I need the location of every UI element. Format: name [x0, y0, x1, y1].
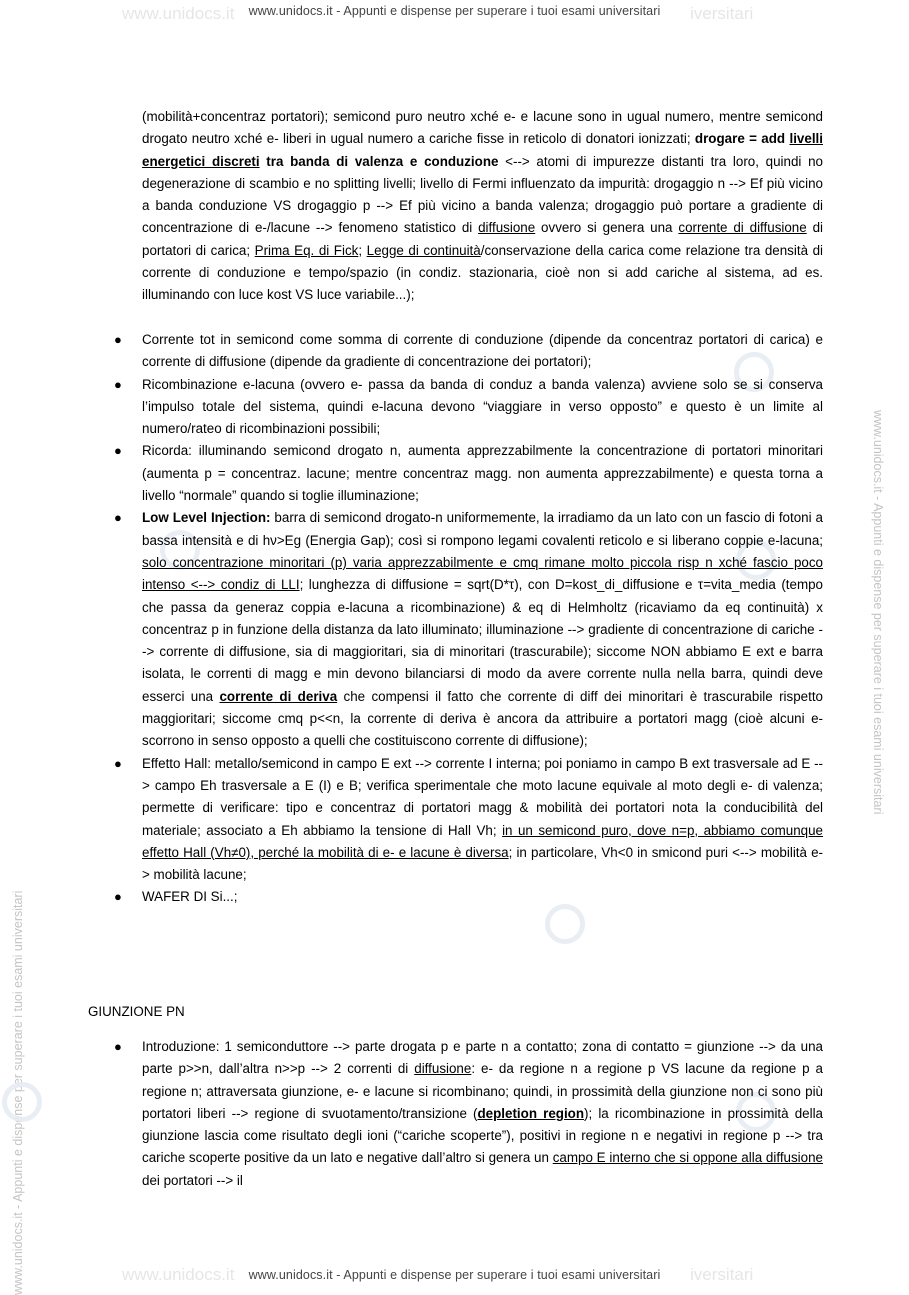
list-item-text: Corrente tot in semicond come somma di corrente di conduzione (dipende da concentraz portatori di carica) e corrente di diffusione (dipende da gradiente di concentrazione dei portatori); [142, 332, 823, 370]
text-run: ovvero si genera una [535, 220, 679, 236]
list-item [114, 886, 823, 908]
ghost-watermark-bottom-left: www.unidocs.it [122, 1265, 235, 1284]
header-watermark: www.unidocs.it - Appunti e dispense per superare i tuoi esami universitari [248, 4, 661, 18]
underlined-text: in un semicond puro, dove n=p, abbiamo comunque effetto Hall (Vh≠0), perché la mobilità di e- e lacune è diversa [142, 822, 823, 860]
section-heading: GIUNZIONE PN [88, 1004, 185, 1019]
text-run: dei portatori --> il [142, 1172, 243, 1188]
list-item [114, 374, 823, 441]
ghost-watermark-bottom-right: iversitari [690, 1265, 754, 1284]
text-run: (mobilità+concentraz portatori); semicond puro neutro xché e- e lacune sono in ugual numero, mentre semicond drogato neutro xché e- liberi in ugual numero a cariche fisse in reticolo di donatori ionizzati; [142, 109, 823, 147]
bullet-icon: ● [114, 755, 122, 771]
underlined-term: corrente di diffusione [678, 220, 807, 236]
ghost-watermark-top-right: iversitari [690, 4, 754, 23]
bullet-icon: ● [114, 332, 122, 347]
list-item [114, 507, 823, 752]
bullet-icon: ● [114, 889, 122, 905]
text-run: che compensi il fatto che corrente di diff dei minoritari è trascurabile rispetto maggioritari; siccome cmq p<<n, la corrente di deriva è ancora da attribuire a portatori magg (cioè alcuni e- scorrono in senso opposto a quelli che costituiscono corrente di diffusione); [142, 688, 823, 749]
ghost-watermark-top-left: www.unidocs.it [122, 4, 235, 23]
bold-text: drogare = add [694, 131, 790, 147]
text-run: Effetto Hall: metallo/semicond in campo E ext --> corrente I interna; poi poniamo in campo B ext trasversale ad E --> campo Eh trasversale a E (I) e B; verifica sperimentale che moto lacune equivale al moto degli e- di valenza; permette di verificare: tipo e concentraz di portatori magg & mobilità dei portatori nota la conducibilità del materiale; associato a Eh abbiamo la tensione di Hall Vh; [142, 755, 823, 838]
list-item-text: Ricombinazione e-lacuna (ovvero e- passa da banda di conduz a banda valenza) avviene solo se si conserva l’impulso totale del sistema, quindi e-lacuna devono “viaggiare in verso opposto” e questo è un limite al numero/rateo di ricombinazioni possibili; [142, 376, 823, 437]
bullet-icon: ● [114, 443, 122, 459]
side-watermark-left: www.unidocs.it - Appunti e dispense per superare i tuoi esami universitari [11, 890, 25, 1295]
list-item [114, 329, 823, 374]
bullet-icon: ● [114, 1039, 122, 1054]
side-watermark-right: www.unidocs.it - Appunti e dispense per superare i tuoi esami universitari [871, 410, 885, 815]
list-item-text: Ricorda: illuminando semicond drogato n, aumenta apprezzabilmente la concentrazione di portatori minoritari (aumenta p = concentraz. lacune; mentre concentraz magg. non aumenta apprezzabilmente) e questa torna a livello “normale” quando si toglie illuminazione; [142, 443, 823, 504]
text-run: barra di semicond drogato-n uniformemente, la irradiamo da un lato con un fascio di fotoni a bassa intensità e di hν>Eg (Energia Gap); così si rompono legami covalenti reticolo e si liberano coppie e-lacuna; [142, 510, 823, 548]
list-item-text: WAFER DI Si...; [142, 889, 238, 905]
bullet-icon: ● [114, 510, 122, 526]
footer-watermark: www.unidocs.it - Appunti e dispense per superare i tuoi esami universitari [248, 1268, 661, 1282]
text-run: ); la ricombinazione in prossimità della giunzione lascia come risultato degli ioni (“cariche scoperte”), positivi in regione n e negativi in regione p --> tra cariche scoperte positive da un lato e negative dall’altro si genera un [142, 1105, 823, 1166]
bold-text: Low Level Injection: [142, 510, 271, 526]
text-run: Introduzione: 1 semiconduttore --> parte drogata p e parte n a contatto; zona di contatto = giunzione --> da una parte p>>n, dall’altra n>>p --> 2 correnti di [142, 1039, 823, 1077]
bullet-icon: ● [114, 376, 122, 392]
underlined-term: diffusione [414, 1061, 472, 1077]
list-item [114, 753, 823, 887]
underlined-term: Prima Eq. di Fick [254, 242, 359, 258]
underlined-term: diffusione [478, 220, 536, 236]
text-run: ; lunghezza di diffusione = sqrt(D*τ), con D=kost_di_diffusione e τ=vita_media (tempo che passa da generaz coppia e-lacuna a ricombinazione) & eq di Helmholtz (ricaviamo da eq continuità) x concentraz p in funzione della distanza da lato illuminato; illuminazione --> gradiente di concentrazione di cariche --> corrente di diffusione, sia di maggioritari, sia di minoritari (trascurabile); siccome NON abbiamo E ext e barra isolata, le correnti di magg e min devono bilanciarsi di modo da avere corrente nulla nella barra, quindi deve esserci una [142, 577, 823, 704]
text-run: /conservazione della carica come relazione tra densità di corrente di conduzione e tempo/spazio (in condiz. stazionaria, cioè non si add cariche al sistema, ad es. illuminando con luce kost VS luce variabile...); [142, 242, 823, 303]
bold-underlined-text: corrente di deriva [219, 688, 338, 704]
text-run: ; [358, 242, 367, 258]
list-item [114, 440, 823, 507]
logo-watermark-icon [2, 1082, 42, 1122]
bullet-list-pn-junction [114, 1036, 824, 1192]
text-run: di portatori di carica; [142, 220, 823, 258]
continuation-paragraph [142, 106, 823, 307]
underlined-text: campo E interno che si oppone alla diffusione [552, 1150, 823, 1166]
bold-text: tra banda di valenza e conduzione [259, 153, 499, 169]
bold-underlined-text: livelli energetici discreti [142, 131, 823, 169]
text-run: <--> atomi di impurezze distanti tra loro, quindi no degenerazione di scambio e no splitting livelli; livello di Fermi influenzato da impurità: drogaggio n --> Ef più vicino a banda conduzione VS drogaggio p --> Ef più vicino a banda valenza; drogaggio può portare a gradiente di concentrazione di e-/lacune --> fenomeno statistico di [142, 153, 823, 236]
text-run: ; in particolare, Vh<0 in smicond puri <--> mobilità e- > mobilità lacune; [142, 844, 823, 883]
list-item [114, 1036, 824, 1192]
text-run: : e- da regione n a regione p VS lacune da regione p a regione n; attraversata giunzione, e- e lacune si ricombinano; quindi, in prossimità della giunzione non ci sono più portatori liberi --> regione di svuotamento/transizione ( [142, 1061, 824, 1121]
underlined-term: Legge di continuità [366, 242, 481, 258]
underlined-text: solo concentrazione minoritari (p) varia apprezzabilmente e cmq rimane molto piccola risp n xché fascio poco intenso <--> condiz di LLI [142, 554, 823, 593]
bold-underlined-text: depletion region [477, 1105, 585, 1121]
paragraph-text [142, 106, 823, 307]
bullet-list-semiconductors [114, 329, 823, 909]
logo-watermark-icon [545, 904, 585, 944]
